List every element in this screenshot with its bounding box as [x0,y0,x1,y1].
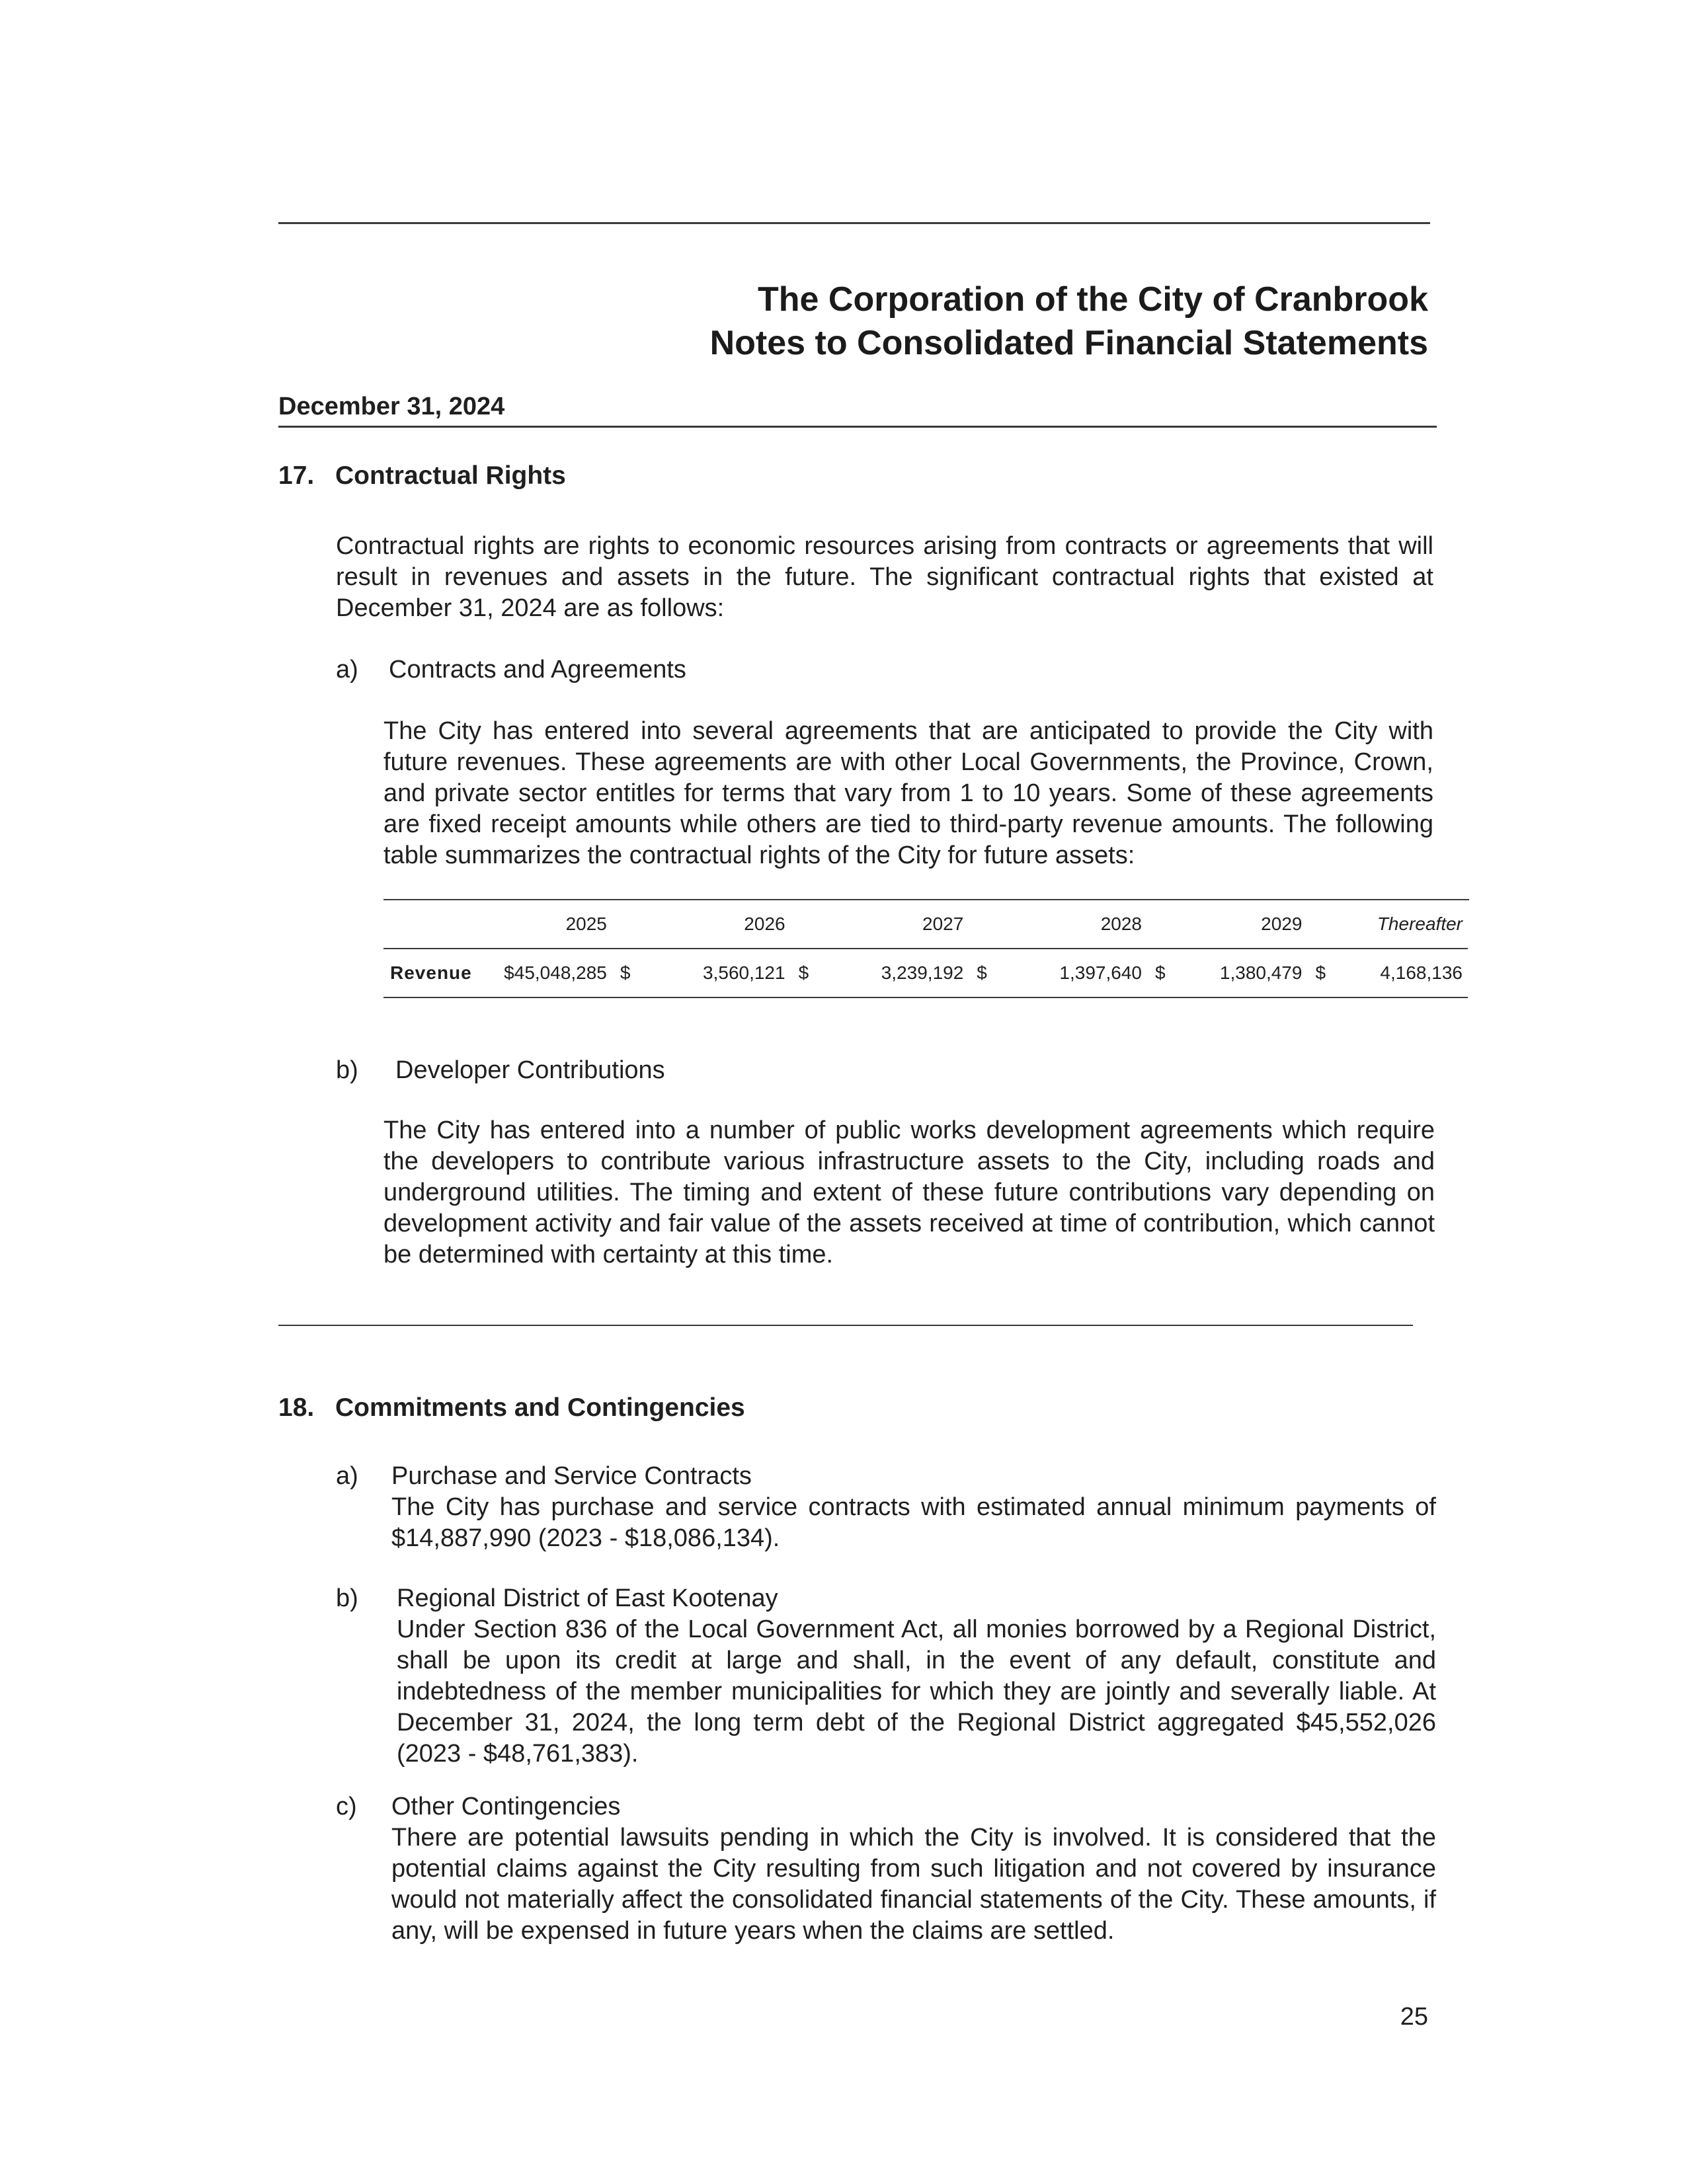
note-18c-title: Other Contingencies [391,1793,621,1820]
header-title: The Corporation of the City of Cranbrook [758,280,1428,319]
note-18-heading [278,1393,745,1423]
note-17-number: 17. [278,461,315,490]
date-rule [278,426,1437,428]
cell-2026: 3,560,121 [703,962,785,983]
cell-thereafter: 4,168,136 [1380,962,1463,983]
col-header-thereafter: Thereafter [1377,914,1463,934]
col-header-2026: 2026 [744,914,785,934]
note-18a-title: Purchase and Service Contracts [391,1462,752,1490]
row-label-revenue: Revenue [390,962,472,983]
note-17-intro: Contractual rights are rights to economic resources arising from contracts or agreements that will result in revenues and assets in the future. The significant contractual rights that existed at December 31, 2024 are as follows: [336,532,1433,622]
header-subtitle: Notes to Consolidated Financial Statements [709,324,1428,362]
note-18a-letter: a) [336,1462,358,1490]
note-18a-text: The City has purchase and service contracts with estimated annual minimum payments of $14,887,990 (2023 - $18,086,134). [391,1493,1436,1552]
cell-2025: $45,048,285 [504,962,607,983]
currency-symbol: $ [1315,962,1326,983]
currency-symbol: $ [620,962,631,983]
contractual-rights-table [383,900,1468,998]
note-18b-letter: b) [336,1584,358,1612]
note-17a-text: The City has entered into several agreements that are anticipated to provide the City with future revenues. These agreements are with other Local Governments, the Province, Crown, and private sector entitles for terms that vary from 1 to 10 years. Some of these agreements are fixed receipt amounts while others are tied to third-party revenue amounts. The following table summarizes the contractual rights of the City for future assets: [383,717,1433,869]
currency-symbol: $ [798,962,809,983]
section-divider [278,1325,1413,1326]
cell-2029: 1,380,479 [1219,962,1303,983]
note-18c-letter: c) [336,1793,357,1820]
note-18-title: Commitments and Contingencies [335,1393,745,1422]
note-17b-text: The City has entered into a number of public works development agreements which require the developers to contribute various infrastructure assets to the City, including roads and underground utilities. The timing and extent of these future contributions vary depending on development activity and fair value of the assets received at time of contribution, which cannot be determined with certainty at this time. [383,1116,1435,1268]
col-header-2028: 2028 [1100,914,1142,934]
col-header-2025: 2025 [565,914,607,934]
cell-2028: 1,397,640 [1059,962,1142,983]
page-number: 25 [1400,2003,1428,2031]
note-17a-title: Contracts and Agreements [389,656,686,683]
statement-date: December 31, 2024 [278,393,505,420]
col-header-2027: 2027 [922,914,964,934]
document-header [710,278,1428,365]
table-row [383,949,1468,997]
currency-symbol: $ [977,962,987,983]
cell-2027: 3,239,192 [881,962,964,983]
table-header-row [383,900,1468,949]
note-18c-text: There are potential lawsuits pending in which the City is involved. It is considered that the potential claims against the City resulting from such litigation and not covered by insurance would not materially affect the consolidated financial statements of the City. These amounts, if any, will be expensed in future years when the claims are settled. [391,1824,1436,1945]
note-18-number: 18. [278,1393,315,1422]
note-17a-letter: a) [336,656,358,683]
note-17-title: Contractual Rights [335,461,566,490]
note-17-heading [278,461,566,490]
note-17b-title: Developer Contributions [395,1056,665,1084]
note-18b-title: Regional District of East Kootenay [397,1584,778,1612]
note-17b-letter: b) [336,1056,358,1084]
top-rule [278,222,1430,224]
note-18b-text: Under Section 836 of the Local Government Act, all monies borrowed by a Regional District, shall be upon its credit at large and shall, in the event of any default, constitute and indebtedness of the member municipalities for which they are jointly and severally liable. At December 31, 2024, the long term debt of the Regional District aggregated $45,552,026 (2023 - $48,761,383). [397,1616,1436,1768]
currency-symbol: $ [1155,962,1166,983]
col-header-2029: 2029 [1261,914,1303,934]
